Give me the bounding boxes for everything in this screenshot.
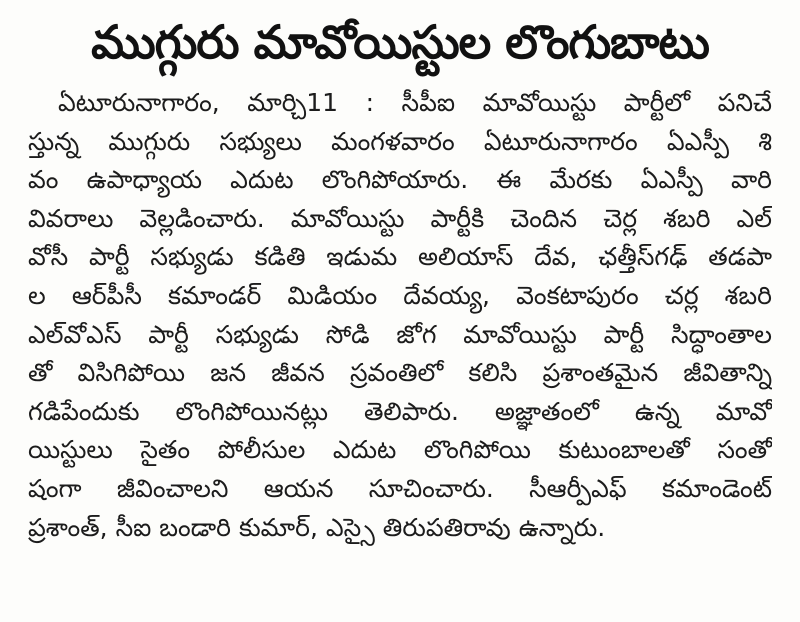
article-line-1: ఏటూరునాగారం, మార్చి11 : సీపీఐ మావోయిస్టు పార్టీలో పనిచే xyxy=(58,88,772,117)
article-headline: ముగ్గురు మావోయిస్టుల లొంగుబాటు xyxy=(91,15,709,69)
article-line-10: యిస్టులు సైతం పోలీసుల ఎదుట లొంగిపోయి కుటుంబాలతో సంతో xyxy=(28,435,772,465)
article-line-7: ఎల్‌వోఎస్ పార్టీ సభ్యుడు సోడి జోగ మావోయిస్టు పార్టీ సిద్ధాంతాల xyxy=(28,319,772,349)
article-line-9: గడిపేందుకు లొంగిపోయినట్లు తెలిపారు. అజ్ఞాతంలో ఉన్న మావో xyxy=(28,396,772,426)
article-line-3: వం ఉపాధ్యాయ ఎదుట లొంగిపోయారు. ఈ మేరకు ఏఎస్పీ వారి xyxy=(28,165,772,195)
article-line-5: వోసీ పార్టీ సభ్యుడు కడితి ఇడుమ అలియాస్ దేవ, ఛత్తీస్‌గఢ్ తడపా xyxy=(28,242,772,272)
article-line-4: వివరాలు వెల్లడించారు. మావోయిస్టు పార్టీకి చెందిన చెర్ల శబరి ఎల్ xyxy=(28,203,772,233)
article-line-6: ల ఆర్‌పీసీ కమాండర్ మిడియం దేవయ్య, వెంకటాపురం చర్ల శబరి xyxy=(28,280,772,310)
article-line-12: ప్రశాంత్, సీఐ బండారి కుమార్, ఎస్సై తిరుపతిరావు ఉన్నారు. xyxy=(28,512,606,542)
article-line-2: స్తున్న ముగ్గురు సభ్యులు మంగళవారం ఏటూరునాగారం ఏఎస్పీ శి xyxy=(28,126,772,156)
article-body xyxy=(28,84,772,547)
article-line-11: షంగా జీవించాలని ఆయన సూచించారు. సీఆర్పీఎఫ్ కమాండెంట్ xyxy=(28,473,772,503)
article-line-8: తో విసిగిపోయి జన జీవన స్రవంతిలో కలిసి ప్రశాంతమైన జీవితాన్ని xyxy=(28,358,772,388)
